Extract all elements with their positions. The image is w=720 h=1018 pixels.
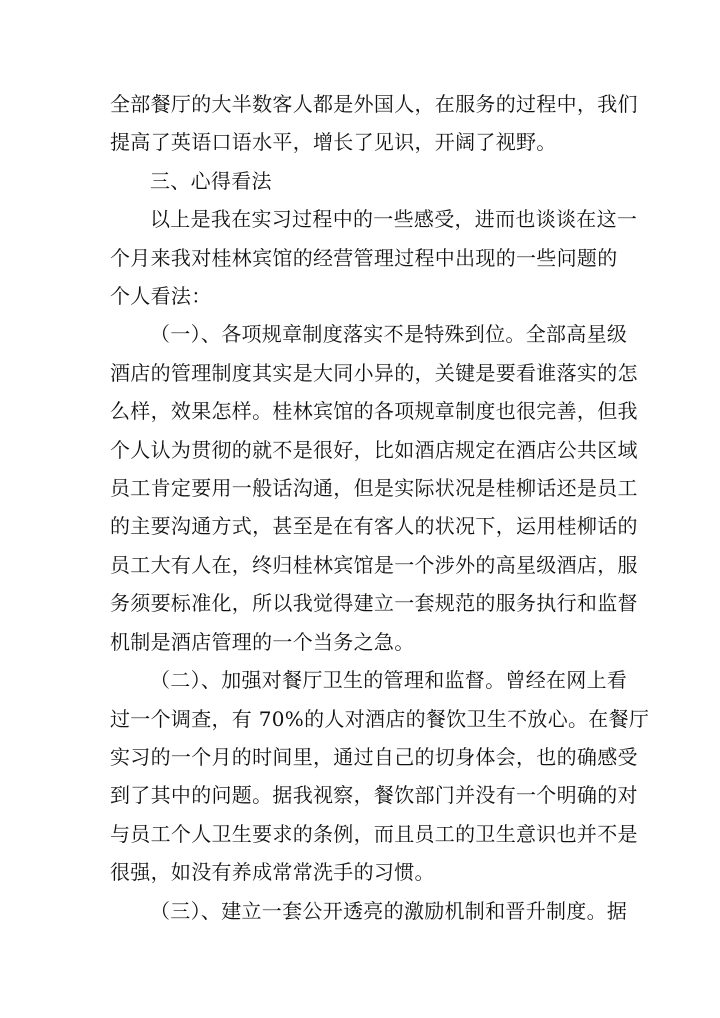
text-line: 实习的一个月的时间里，通过自己的切身体会，也的确感受	[110, 744, 638, 769]
text-line: 个人看法：	[110, 284, 212, 309]
paragraph-point-1	[110, 315, 638, 661]
text-line: 到了其中的问题。据我视察，餐饮部门并没有一个明确的对	[110, 783, 638, 808]
text-line: 与员工个人卫生要求的条例，而且员工的卫生意识也并不是	[110, 821, 638, 846]
text-line: 务须要标准化，所以我觉得建立一套规范的服务执行和监督	[110, 591, 638, 616]
text-line: （二）、加强对餐厅卫生的管理和监督。曾经在网上看	[150, 668, 628, 693]
text-line: 机制是酒店管理的一个当务之急。	[110, 629, 415, 654]
document-body	[110, 85, 650, 930]
text-line: 很强，如没有养成常常洗手的习惯。	[110, 860, 435, 885]
text-line: 员工大有人在，终归桂林宾馆是一个涉外的高星级酒店，服	[110, 552, 638, 577]
paragraph-point-2	[110, 661, 650, 891]
text-line: 提高了英语口语水平，增长了见识，开阔了视野。	[110, 130, 557, 155]
text-line: 过一个调查，有 70%的人对酒店的餐饮卫生不放心。在餐厅	[110, 706, 650, 731]
section-heading-text: 三、心得看法	[150, 168, 272, 193]
paragraph-intro	[110, 200, 638, 315]
text-line: 么样，效果怎样。桂林宾馆的各项规章制度也很完善，但我	[110, 399, 638, 424]
text-line: 个月来我对桂林宾馆的经营管理过程中出现的一些问题的	[110, 245, 618, 270]
text-line: 以上是我在实习过程中的一些感受，进而也谈谈在这一	[150, 207, 638, 232]
text-line: 全部餐厅的大半数客人都是外国人，在服务的过程中，我们	[110, 92, 638, 116]
text-line: 的主要沟通方式，甚至是在有客人的状况下，运用桂柳话的	[110, 514, 638, 539]
text-line: （三）、建立一套公开透亮的激励机制和晋升制度。据	[150, 898, 628, 923]
paragraph-continuation	[110, 85, 638, 162]
text-line: 员工肯定要用一般话沟通，但是实际状况是桂柳话还是员工	[110, 476, 638, 501]
text-line: 酒店的管理制度其实是大同小异的，关键是要看谁落实的怎	[110, 360, 638, 385]
section-heading	[110, 162, 615, 200]
text-line: 个人认为贯彻的就不是很好，比如酒店规定在酒店公共区域	[110, 437, 638, 462]
text-line: （一）、各项规章制度落实不是特殊到位。全部高星级	[150, 322, 628, 347]
paragraph-point-3	[110, 892, 628, 930]
